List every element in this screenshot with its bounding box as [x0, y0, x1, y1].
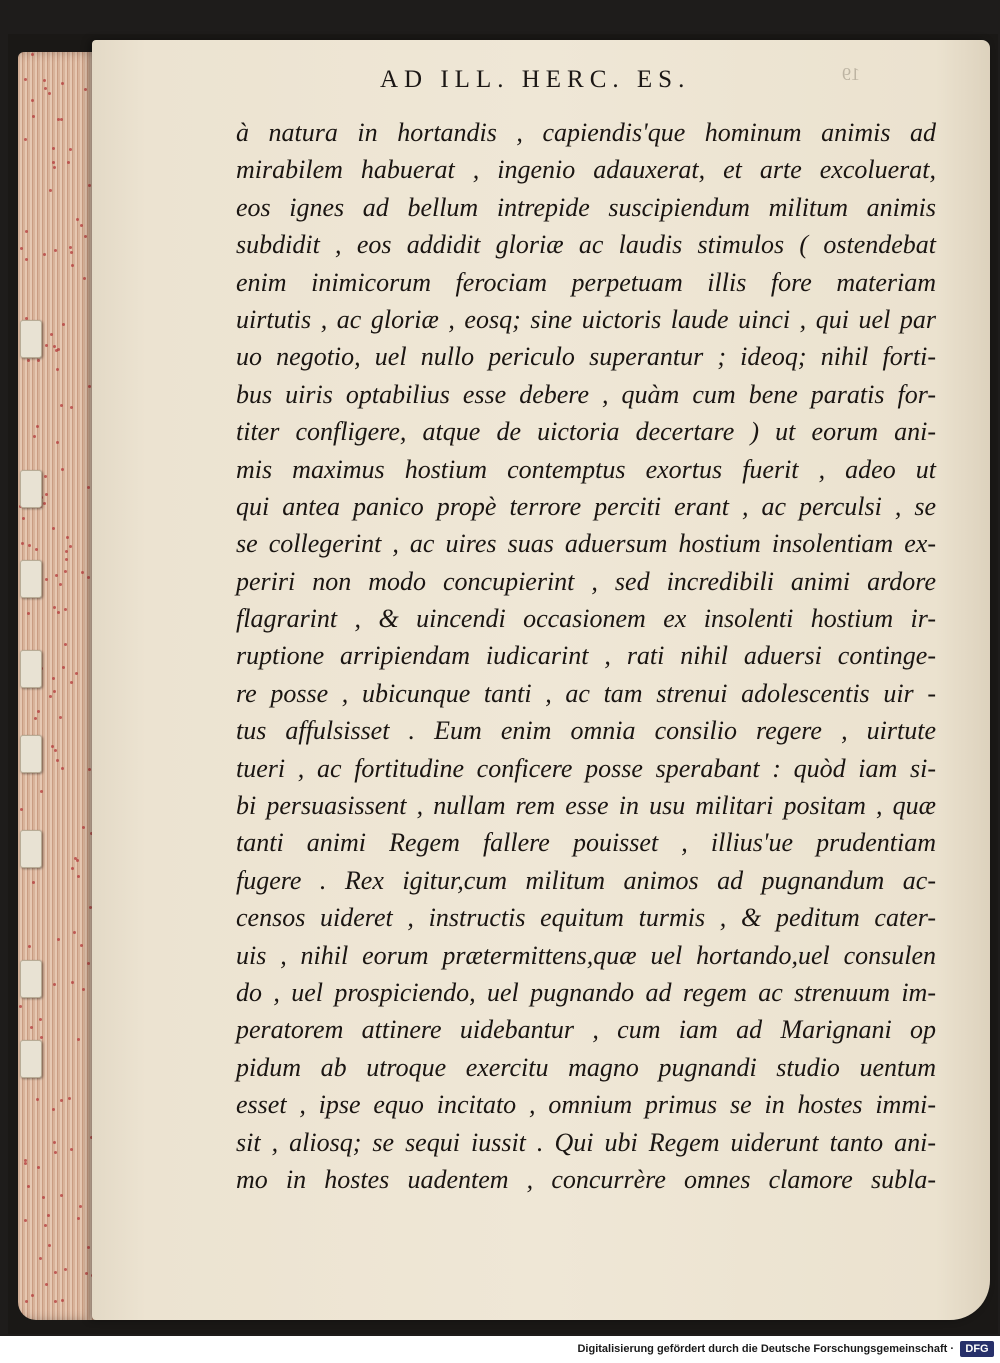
edge-speckle: [88, 385, 91, 388]
text-line: esset , ipse equo incitato , omnium primus se in hostes immi-: [236, 1090, 936, 1120]
edge-speckle: [43, 502, 46, 505]
edge-speckle: [69, 148, 72, 151]
text-line: re posse , ubicunque tanti , ac tam strenui adolescentis uir -: [236, 678, 936, 708]
edge-speckle: [57, 611, 60, 614]
edge-speckle: [51, 745, 54, 748]
text-line: uo negotio, uel nullo periculo superantur ; ideoq; nihil forti-: [236, 342, 936, 372]
edge-speckle: [83, 277, 86, 280]
text-line: qui antea panico propè terrore perciti erant , ac perculsi , se: [236, 491, 936, 521]
funding-credit: Digitalisierung gefördert durch die Deutsche Forschungsgemeinschaft ·: [577, 1343, 954, 1355]
edge-speckle: [71, 981, 74, 984]
edge-speckle: [70, 681, 73, 684]
page-number-showthrough: 19: [842, 64, 860, 84]
edge-speckle: [24, 78, 27, 81]
edge-speckle: [24, 1162, 27, 1165]
edge-speckle: [45, 1283, 48, 1286]
body-text: [236, 114, 936, 1198]
edge-speckle: [30, 1026, 33, 1029]
edge-speckle: [70, 251, 73, 254]
edge-speckle: [70, 1148, 73, 1151]
edge-speckle: [32, 881, 35, 884]
edge-speckle: [42, 1196, 45, 1199]
edge-speckle: [61, 468, 64, 471]
edge-speckle: [33, 435, 36, 438]
edge-speckle: [59, 716, 62, 719]
edge-speckle: [67, 161, 70, 164]
edge-speckle: [69, 545, 72, 548]
text-line: subdidit , eos addidit gloriæ ac laudis stimulos ( ostendebat: [236, 230, 936, 260]
edge-speckle: [22, 517, 25, 520]
edge-speckle: [52, 677, 55, 680]
edge-speckle: [35, 548, 38, 551]
edge-speckle: [53, 690, 56, 693]
edge-speckle: [56, 759, 59, 762]
edge-speckle: [56, 368, 59, 371]
text-line: tueri , ac fortitudine conficere posse sperabant : quòd iam si-: [236, 753, 936, 783]
edge-speckle: [40, 790, 43, 793]
edge-speckle: [54, 749, 57, 752]
text-line: tus affulsisset . Eum enim omnia consilio regere , uirtute: [236, 716, 936, 746]
edge-speckle: [21, 542, 24, 545]
edge-speckle: [87, 576, 90, 579]
page-tab-marker: [20, 560, 42, 598]
edge-speckle: [52, 1108, 55, 1111]
text-line: à natura in hortandis , capiendis'que hominum animis ad: [236, 118, 936, 147]
edge-speckle: [37, 359, 40, 362]
edge-speckle: [88, 768, 91, 771]
edge-speckle: [48, 92, 51, 95]
edge-speckle: [52, 527, 55, 530]
edge-speckle: [71, 867, 74, 870]
edge-speckle: [47, 1214, 50, 1217]
edge-speckle: [59, 583, 62, 586]
edge-speckle: [24, 138, 27, 141]
edge-speckle: [57, 938, 60, 941]
text-line: ruptione arripiendam iudicarint , rati nihil aduersi continge-: [236, 641, 936, 671]
edge-speckle: [88, 184, 91, 187]
edge-speckle: [28, 945, 31, 948]
edge-speckle: [82, 988, 85, 991]
text-line: mirabilem habuerat , ingenio adauxerat, et arte excoluerat,: [236, 155, 936, 185]
edge-speckle: [60, 1099, 63, 1102]
edge-speckle: [53, 345, 56, 348]
text-line: fugere . Rex igitur,cum militum animos ad pugnandum ac-: [236, 865, 936, 895]
edge-speckle: [27, 1185, 30, 1188]
edge-speckle: [65, 550, 68, 553]
edge-speckle: [61, 82, 64, 85]
edge-speckle: [79, 1205, 82, 1208]
edge-speckle: [27, 612, 30, 615]
edge-speckle: [80, 224, 83, 227]
edge-speckle: [54, 249, 57, 252]
edge-speckle: [77, 875, 80, 878]
edge-speckle: [25, 1300, 28, 1303]
edge-speckle: [54, 1151, 57, 1154]
edge-speckle: [40, 1036, 43, 1039]
text-line: mis maximus hostium contemptus exortus fuerit , adeo ut: [236, 454, 936, 484]
edge-speckle: [52, 161, 55, 164]
edge-speckle: [37, 1166, 40, 1169]
edge-speckle: [45, 344, 48, 347]
edge-speckle: [87, 1246, 90, 1249]
text-line: pidum ab utroque exercitu magno pugnandi studio uentum: [236, 1052, 936, 1082]
edge-speckle: [45, 578, 48, 581]
edge-speckle: [44, 1224, 47, 1227]
edge-speckle: [28, 544, 31, 547]
text-line: uis , nihil eorum prætermittens,quæ uel hortando,uel consulen: [236, 940, 936, 970]
edge-speckle: [61, 1299, 64, 1302]
edge-speckle: [70, 406, 73, 409]
edge-speckle: [71, 264, 74, 267]
text-line: enim inimicorum ferociam perpetuam illis fore materiam: [236, 267, 936, 297]
edge-speckle: [53, 606, 56, 609]
edge-speckle: [24, 1219, 27, 1222]
edge-speckle: [62, 666, 65, 669]
text-line: periri non modo concupierint , sed incredibili animi ardore: [236, 566, 936, 596]
edge-speckle: [49, 189, 52, 192]
edge-speckle: [20, 247, 23, 250]
edge-speckle: [27, 359, 30, 362]
edge-speckle: [87, 962, 90, 965]
edge-speckle: [65, 558, 68, 561]
edge-speckle: [82, 826, 85, 829]
edge-speckle: [66, 536, 69, 539]
edge-speckle: [60, 1194, 63, 1197]
edge-speckle: [45, 493, 48, 496]
page-tab-marker: [20, 830, 42, 868]
edge-speckle: [64, 608, 67, 611]
edge-speckle: [68, 1097, 71, 1100]
edge-speckle: [39, 1018, 42, 1021]
edge-speckle: [53, 1141, 56, 1144]
edge-speckle: [36, 425, 39, 428]
edge-speckle: [60, 118, 63, 121]
text-line: sit , aliosq; se sequi iussit . Qui ubi Regem uiderunt tanto ani-: [236, 1127, 936, 1157]
text-line: se collegerint , ac uires suas aduersum hostium insolentiam ex-: [236, 529, 936, 559]
text-line: censos uideret , instructis equitum turmis , & peditum cater-: [236, 903, 936, 933]
edge-speckle: [54, 1271, 57, 1274]
text-line: uirtutis , ac gloriæ , eosq; sine uictoris laude uinci , qui uel par: [236, 304, 936, 334]
edge-speckle: [43, 253, 46, 256]
edge-speckle: [77, 1038, 80, 1041]
edge-speckle: [77, 1217, 80, 1220]
text-line: peratorem attinere uidebantur , cum iam ad Marignani op: [236, 1015, 936, 1045]
edge-speckle: [57, 118, 60, 121]
page-tab-marker: [20, 650, 42, 688]
edge-speckle: [54, 1300, 57, 1303]
edge-speckle: [44, 87, 47, 90]
page-tab-marker: [20, 1040, 42, 1078]
edge-speckle: [73, 931, 76, 934]
edge-speckle: [20, 808, 23, 811]
dfg-logo: DFG: [960, 1341, 994, 1357]
page-tab-marker: [20, 735, 42, 773]
edge-speckle: [25, 258, 28, 261]
edge-speckle: [31, 1294, 34, 1297]
text-line: flagrarint , & uincendi occasionem ex insolenti hostium ir-: [236, 604, 936, 634]
edge-speckle: [37, 710, 40, 713]
edge-speckle: [85, 1272, 88, 1275]
edge-speckle: [48, 1244, 51, 1247]
edge-speckle: [52, 147, 55, 150]
running-head: AD ILL. HERC. ES.: [380, 66, 691, 93]
edge-speckle: [31, 99, 34, 102]
edge-speckle: [84, 88, 87, 91]
edge-speckle: [50, 333, 53, 336]
page-tab-marker: [20, 960, 42, 998]
edge-speckle: [84, 235, 87, 238]
page-tab-marker: [20, 320, 42, 358]
edge-speckle: [76, 218, 79, 221]
text-line: eos ignes ad bellum intrepide suscipiendum militum animis: [236, 192, 936, 222]
edge-speckle: [69, 246, 72, 249]
page-tab-marker: [20, 470, 42, 508]
edge-speckle: [31, 53, 34, 56]
edge-speckle: [53, 983, 56, 986]
edge-speckle: [44, 475, 47, 478]
edge-speckle: [75, 672, 78, 675]
text-line: bus uiris optabilius esse debere , quàm cum bene paratis for-: [236, 379, 936, 409]
edge-speckle: [64, 643, 67, 646]
edge-speckle: [81, 571, 84, 574]
edge-speckle: [64, 1268, 67, 1271]
text-line: bi persuasissent , nullam rem esse in usu militari positam , quæ: [236, 791, 936, 821]
edge-speckle: [25, 230, 28, 233]
text-line: titer confligere, atque de uictoria decertare ) ut eorum ani-: [236, 417, 936, 447]
edge-speckle: [87, 486, 90, 489]
text-line: tanti animi Regem fallere pouisset , illius'ue prudentiam: [236, 828, 936, 858]
digitization-footer: [0, 1336, 1000, 1363]
edge-speckle: [62, 323, 65, 326]
edge-speckle: [55, 349, 58, 352]
edge-speckle: [56, 441, 59, 444]
edge-speckle: [49, 695, 52, 698]
edge-speckle: [80, 944, 83, 947]
edge-speckle: [34, 717, 37, 720]
edge-speckle: [32, 115, 35, 118]
edge-speckle: [39, 1257, 42, 1260]
edge-speckle: [55, 574, 58, 577]
edge-speckle: [36, 1098, 39, 1101]
edge-speckle: [53, 166, 56, 169]
edge-speckle: [64, 570, 67, 573]
edge-speckle: [43, 79, 46, 82]
text-line: mo in hostes uadentem , concurrère omnes clamore subla-: [236, 1164, 936, 1194]
edge-speckle: [60, 404, 63, 407]
edge-speckle: [19, 1005, 22, 1008]
edge-speckle: [61, 767, 64, 770]
text-line: do , uel prospiciendo, uel pugnando ad regem ac strenuum im-: [236, 977, 936, 1007]
